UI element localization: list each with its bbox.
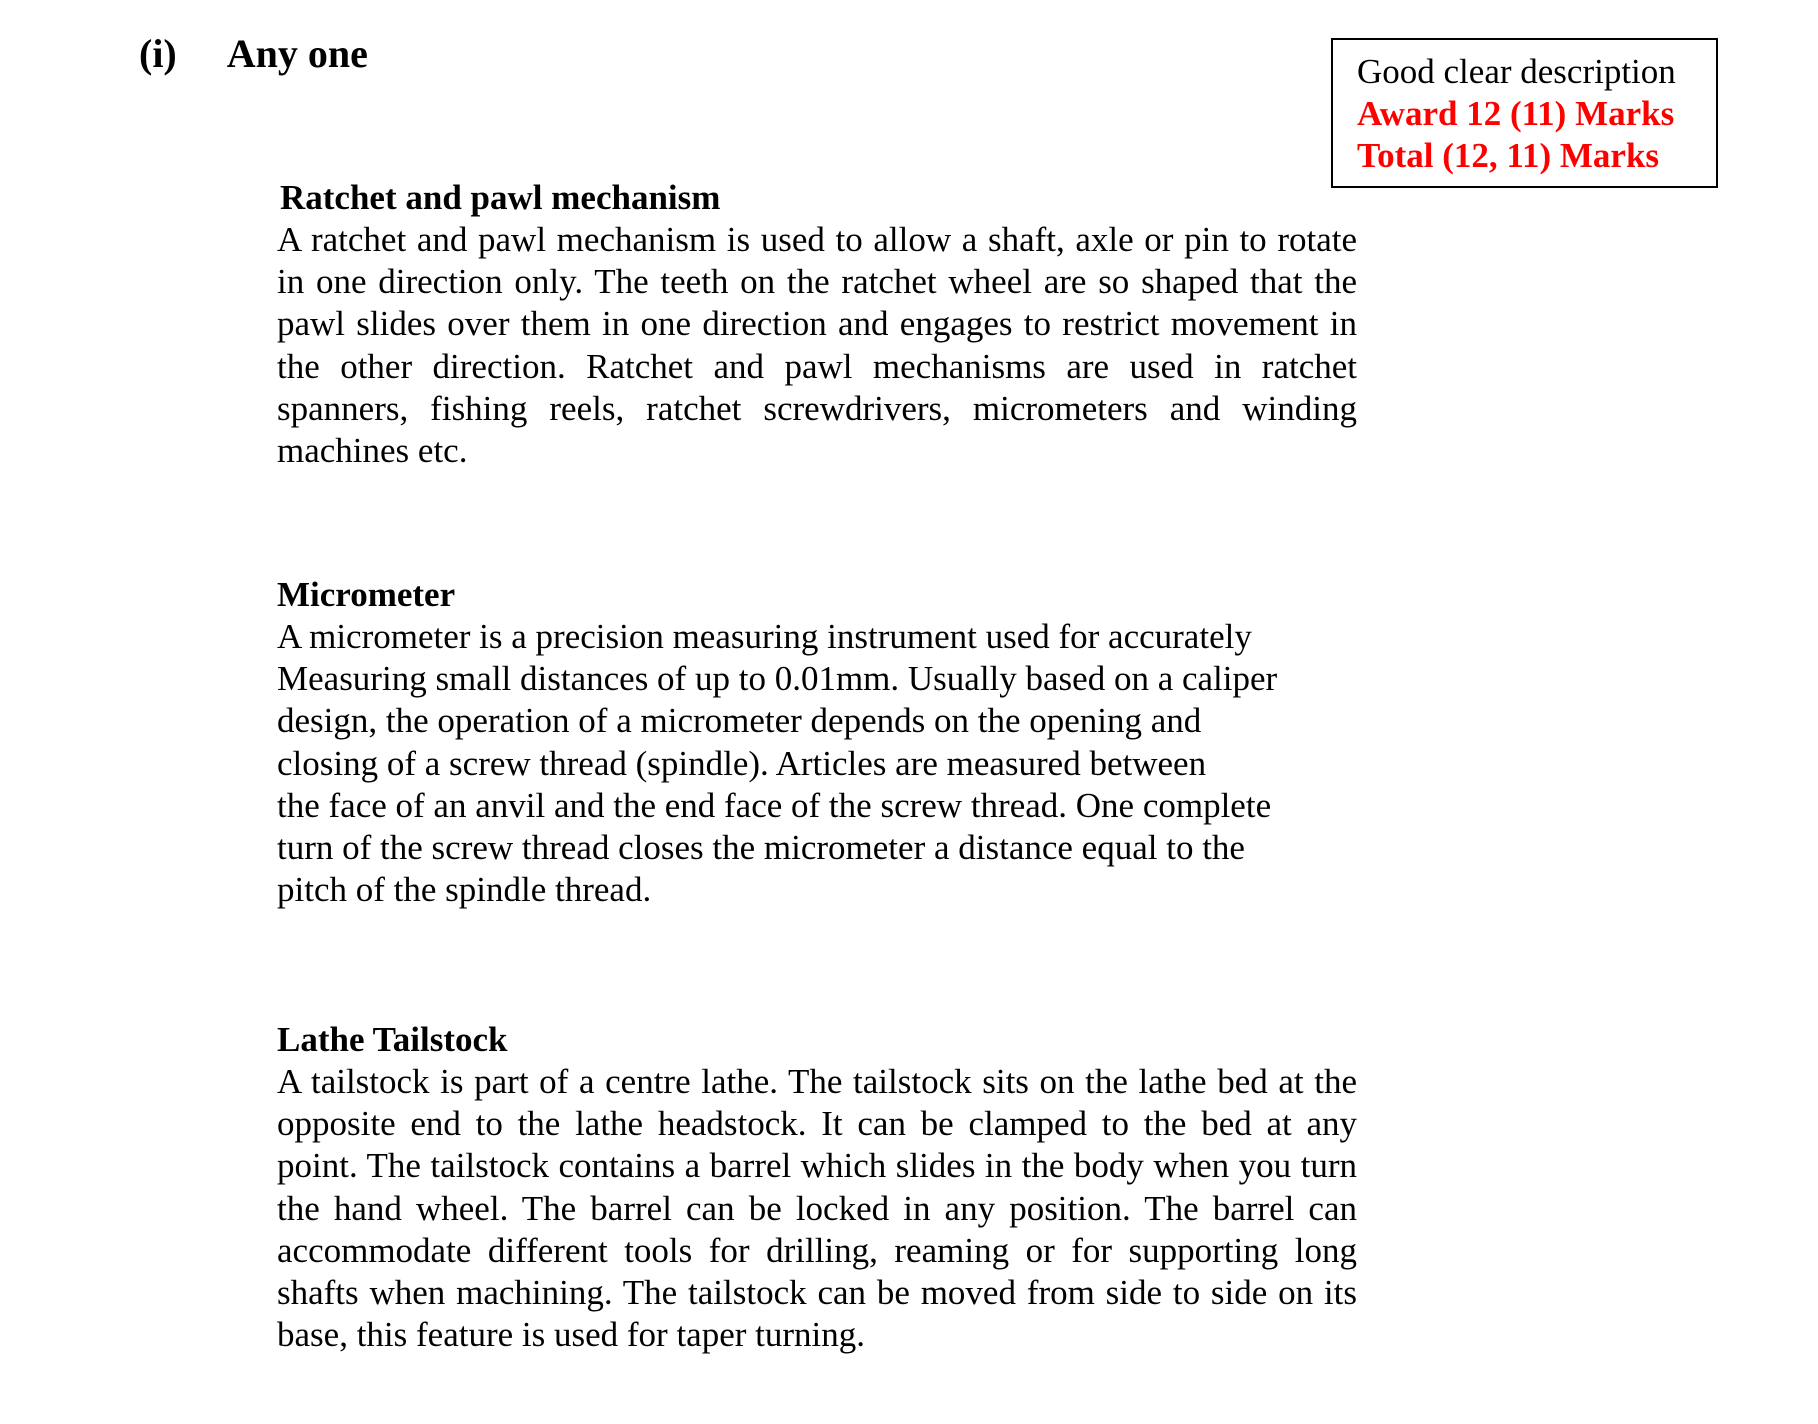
section-lathe-tailstock [277, 1019, 1357, 1356]
body-line: A micrometer is a precision measuring instrument used for accurately [277, 617, 1252, 656]
question-title: Any one [226, 31, 368, 76]
section-heading: Lathe Tailstock [277, 1020, 508, 1059]
section-micrometer [277, 574, 1357, 911]
body-line: the face of an anvil and the end face of the screw thread. One complete [277, 785, 1272, 825]
body-line: pitch of the spindle thread. [277, 870, 652, 910]
marks-total: Total (12, 11) Marks [1357, 136, 1660, 175]
body-line: turn of the screw thread closes the micrometer a distance equal to the [277, 828, 1245, 868]
section-heading: Ratchet and pawl mechanism [280, 178, 721, 217]
body-line: Measuring small distances of up to 0.01mm. Usually based on a caliper [277, 659, 1278, 699]
question-number: (i) [139, 31, 177, 76]
marks-box [1331, 38, 1718, 188]
section-ratchet-and-pawl [277, 177, 1357, 472]
section-heading: Micrometer [277, 575, 456, 614]
marks-award: Award 12 (11) Marks [1357, 94, 1675, 133]
section-body: A tailstock is part of a centre lathe. The tailstock sits on the lathe bed at the opposite end to the lathe headstock. It can be clamped to the bed at any point. The tailstock contains a barrel which slides in the body when you turn the hand wheel. The barrel can be locked in any position. The barrel can accommodate different tools for drilling, reaming or for supporting long shafts when machining. The tailstock can be moved from side to side on its base, this feature is used for taper turning. [277, 1062, 1357, 1355]
section-body: A ratchet and pawl mechanism is used to allow a shaft, axle or pin to rotate in one direction only. The teeth on the ratchet wheel are so shaped that the pawl slides over them in one direction and engages to restrict movement in the other direction. Ratchet and pawl mechanisms are used in ratchet spanners, fishing reels, ratchet screwdrivers, micrometers and winding machines etc. [277, 220, 1357, 471]
question-label [139, 30, 368, 78]
body-line: design, the operation of a micrometer depends on the opening and [277, 701, 1202, 741]
section-body [277, 616, 1357, 911]
marks-description: Good clear description [1357, 52, 1676, 91]
body-line: closing of a screw thread (spindle). Articles are measured between [277, 743, 1207, 783]
